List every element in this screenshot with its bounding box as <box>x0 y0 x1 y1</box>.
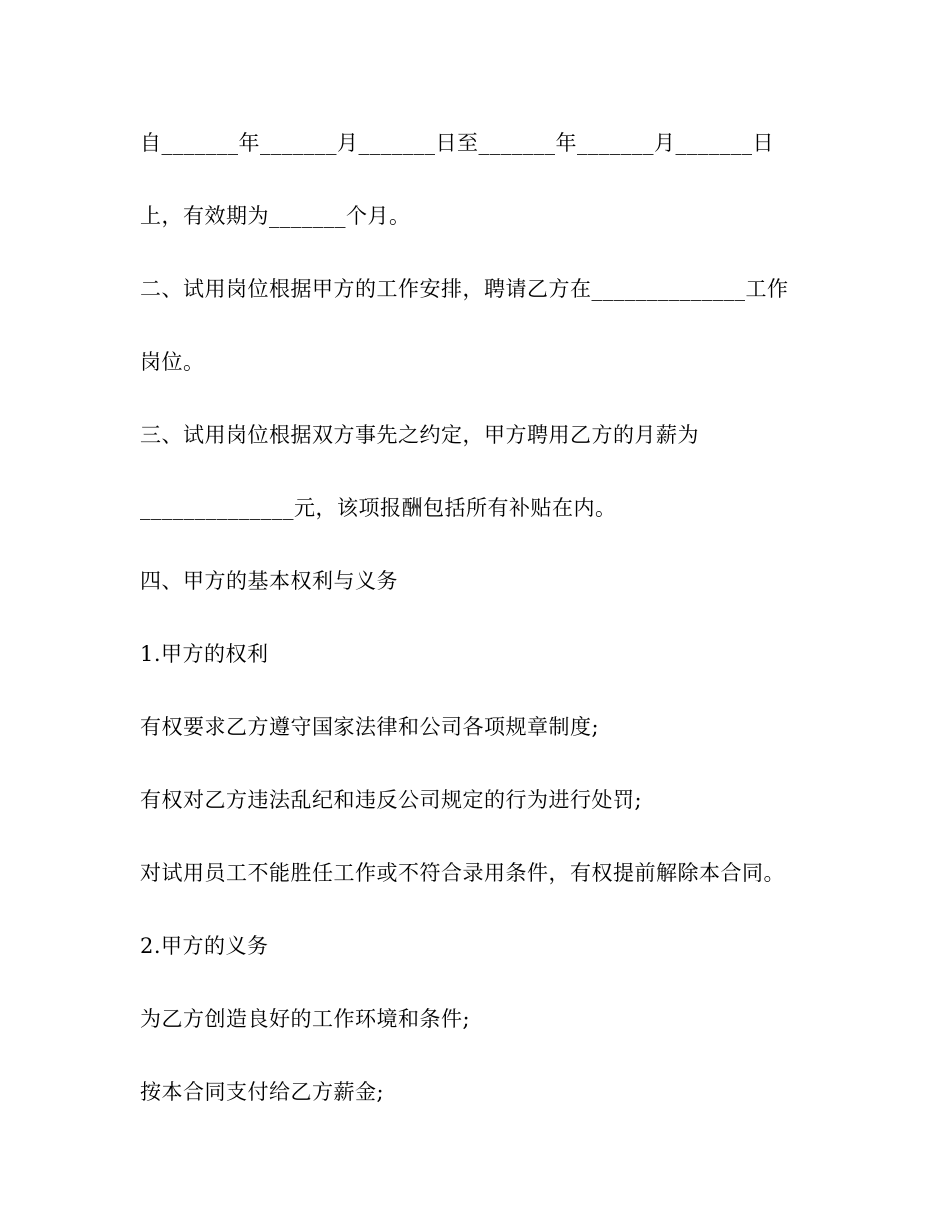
party-a-duty-1: 为乙方创造良好的工作环境和条件; <box>140 1007 471 1031</box>
party-a-duties-heading: 2.甲方的义务 <box>140 934 269 958</box>
clause-4-heading: 四、甲方的基本权利与义务 <box>140 569 398 593</box>
party-a-right-3: 对试用员工不能胜任工作或不符合录用条件，有权提前解除本合同。 <box>140 861 785 885</box>
party-a-rights-heading: 1.甲方的权利 <box>140 642 269 666</box>
party-a-right-2: 有权对乙方违法乱纪和违反公司规定的行为进行处罚; <box>140 788 643 812</box>
validity-period: 上，有效期为_______个月。 <box>140 204 411 228</box>
party-a-duty-2: 按本合同支付给乙方薪金; <box>140 1080 385 1104</box>
clause-2-position-cont: 岗位。 <box>140 350 205 374</box>
clause-3-salary-cont: ______________元，该项报酬包括所有补贴在内。 <box>140 496 617 520</box>
party-a-right-1: 有权要求乙方遵守国家法律和公司各项规章制度; <box>140 715 600 739</box>
probation-period-dates: 自_______年_______月_______日至_______年_______月_______日 <box>140 131 774 155</box>
clause-3-salary: 三、试用岗位根据双方事先之约定，甲方聘用乙方的月薪为 <box>140 423 699 447</box>
clause-2-position: 二、试用岗位根据甲方的工作安排，聘请乙方在______________工作 <box>140 277 789 301</box>
